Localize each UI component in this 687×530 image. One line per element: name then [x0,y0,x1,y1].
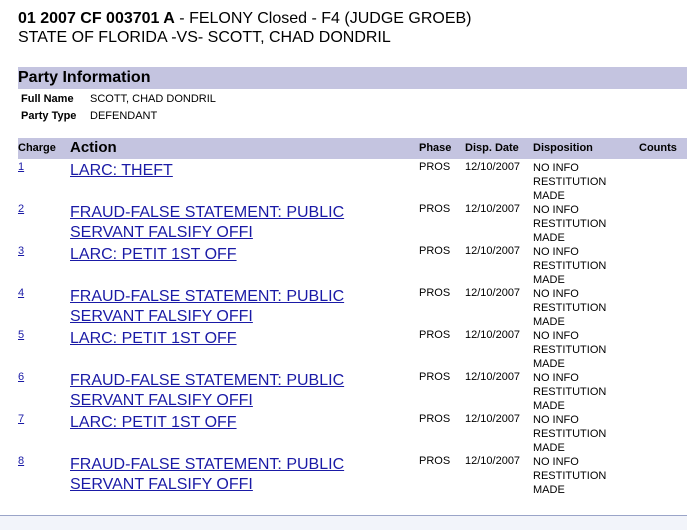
full-name-value: SCOTT, CHAD DONDRIL [90,93,216,105]
full-name-row [21,93,216,105]
charge-disp-date: 12/10/2007 [465,161,521,173]
full-name-label: Full Name [21,93,74,105]
charge-number-link[interactable]: 3 [18,245,25,257]
charge-disposition: NO INFO RESTITUTION MADE [533,162,607,202]
charge-disposition: NO INFO RESTITUTION MADE [533,246,607,286]
charge-phase: PROS [419,413,451,425]
charge-disp-date: 12/10/2007 [465,287,521,299]
charge-row [0,203,687,245]
charge-action-link[interactable]: LARC: PETIT 1ST OFF [70,414,237,431]
charge-row [0,413,687,455]
charge-action-link[interactable]: FRAUD-FALSE STATEMENT: PUBLIC SERVANT FALSIFY OFFI [70,204,345,241]
charge-action-link[interactable]: LARC: THEFT [70,162,173,179]
charge-row [0,161,687,203]
charge-number-link[interactable]: 2 [18,203,25,215]
charge-phase: PROS [419,245,451,257]
charge-number-link[interactable]: 6 [18,371,25,383]
charge-disposition: NO INFO RESTITUTION MADE [533,372,607,412]
charge-disp-date: 12/10/2007 [465,329,521,341]
charge-disposition: NO INFO RESTITUTION MADE [533,456,607,496]
charge-disposition: NO INFO RESTITUTION MADE [533,204,607,244]
charge-disp-date: 12/10/2007 [465,455,521,467]
charge-action-link[interactable]: LARC: PETIT 1ST OFF [70,246,237,263]
charge-phase: PROS [419,455,451,467]
counts-column-header: Counts [639,142,677,154]
charge-row [0,371,687,413]
case-summary: - FELONY Closed - F4 (JUDGE GROEB) [174,10,472,27]
party-type-row [21,110,157,122]
charge-phase: PROS [419,287,451,299]
charge-phase: PROS [419,203,451,215]
party-heading: Party Information [18,69,151,86]
party-type-label: Party Type [21,110,77,122]
charge-number-link[interactable]: 7 [18,413,25,425]
charge-number-link[interactable]: 5 [18,329,25,341]
action-column-header: Action [70,139,117,156]
disposition-column-header: Disposition [533,142,593,154]
charge-action-link[interactable]: FRAUD-FALSE STATEMENT: PUBLIC SERVANT FALSIFY OFFI [70,372,345,409]
charge-disp-date: 12/10/2007 [465,245,521,257]
charge-disposition: NO INFO RESTITUTION MADE [533,288,607,328]
charge-row [0,329,687,371]
charge-number-link[interactable]: 8 [18,455,25,467]
footer-band [0,516,687,530]
charge-disp-date: 12/10/2007 [465,413,521,425]
case-summary-line [18,9,472,28]
charge-phase: PROS [419,161,451,173]
charge-column-header: Charge [18,142,56,154]
charge-row [0,245,687,287]
charge-phase: PROS [419,329,451,341]
case-title: STATE OF FLORIDA -VS- SCOTT, CHAD DONDRIL [18,29,391,46]
charge-action-link[interactable]: FRAUD-FALSE STATEMENT: PUBLIC SERVANT FALSIFY OFFI [70,456,345,493]
charge-disp-date: 12/10/2007 [465,371,521,383]
charge-disposition: NO INFO RESTITUTION MADE [533,414,607,454]
charge-number-link[interactable]: 4 [18,287,25,299]
charge-number-link[interactable]: 1 [18,161,25,173]
disp-date-column-header: Disp. Date [465,142,519,154]
charge-row [0,287,687,329]
charge-action-link[interactable]: FRAUD-FALSE STATEMENT: PUBLIC SERVANT FALSIFY OFFI [70,288,345,325]
charge-disposition: NO INFO RESTITUTION MADE [533,330,607,370]
case-header [18,9,472,47]
charge-disp-date: 12/10/2007 [465,203,521,215]
party-type-value: DEFENDANT [90,110,158,122]
charge-phase: PROS [419,371,451,383]
charge-row [0,455,687,497]
phase-column-header: Phase [419,142,452,154]
case-number: 01 2007 CF 003701 A [18,10,175,27]
charge-action-link[interactable]: LARC: PETIT 1ST OFF [70,330,237,347]
